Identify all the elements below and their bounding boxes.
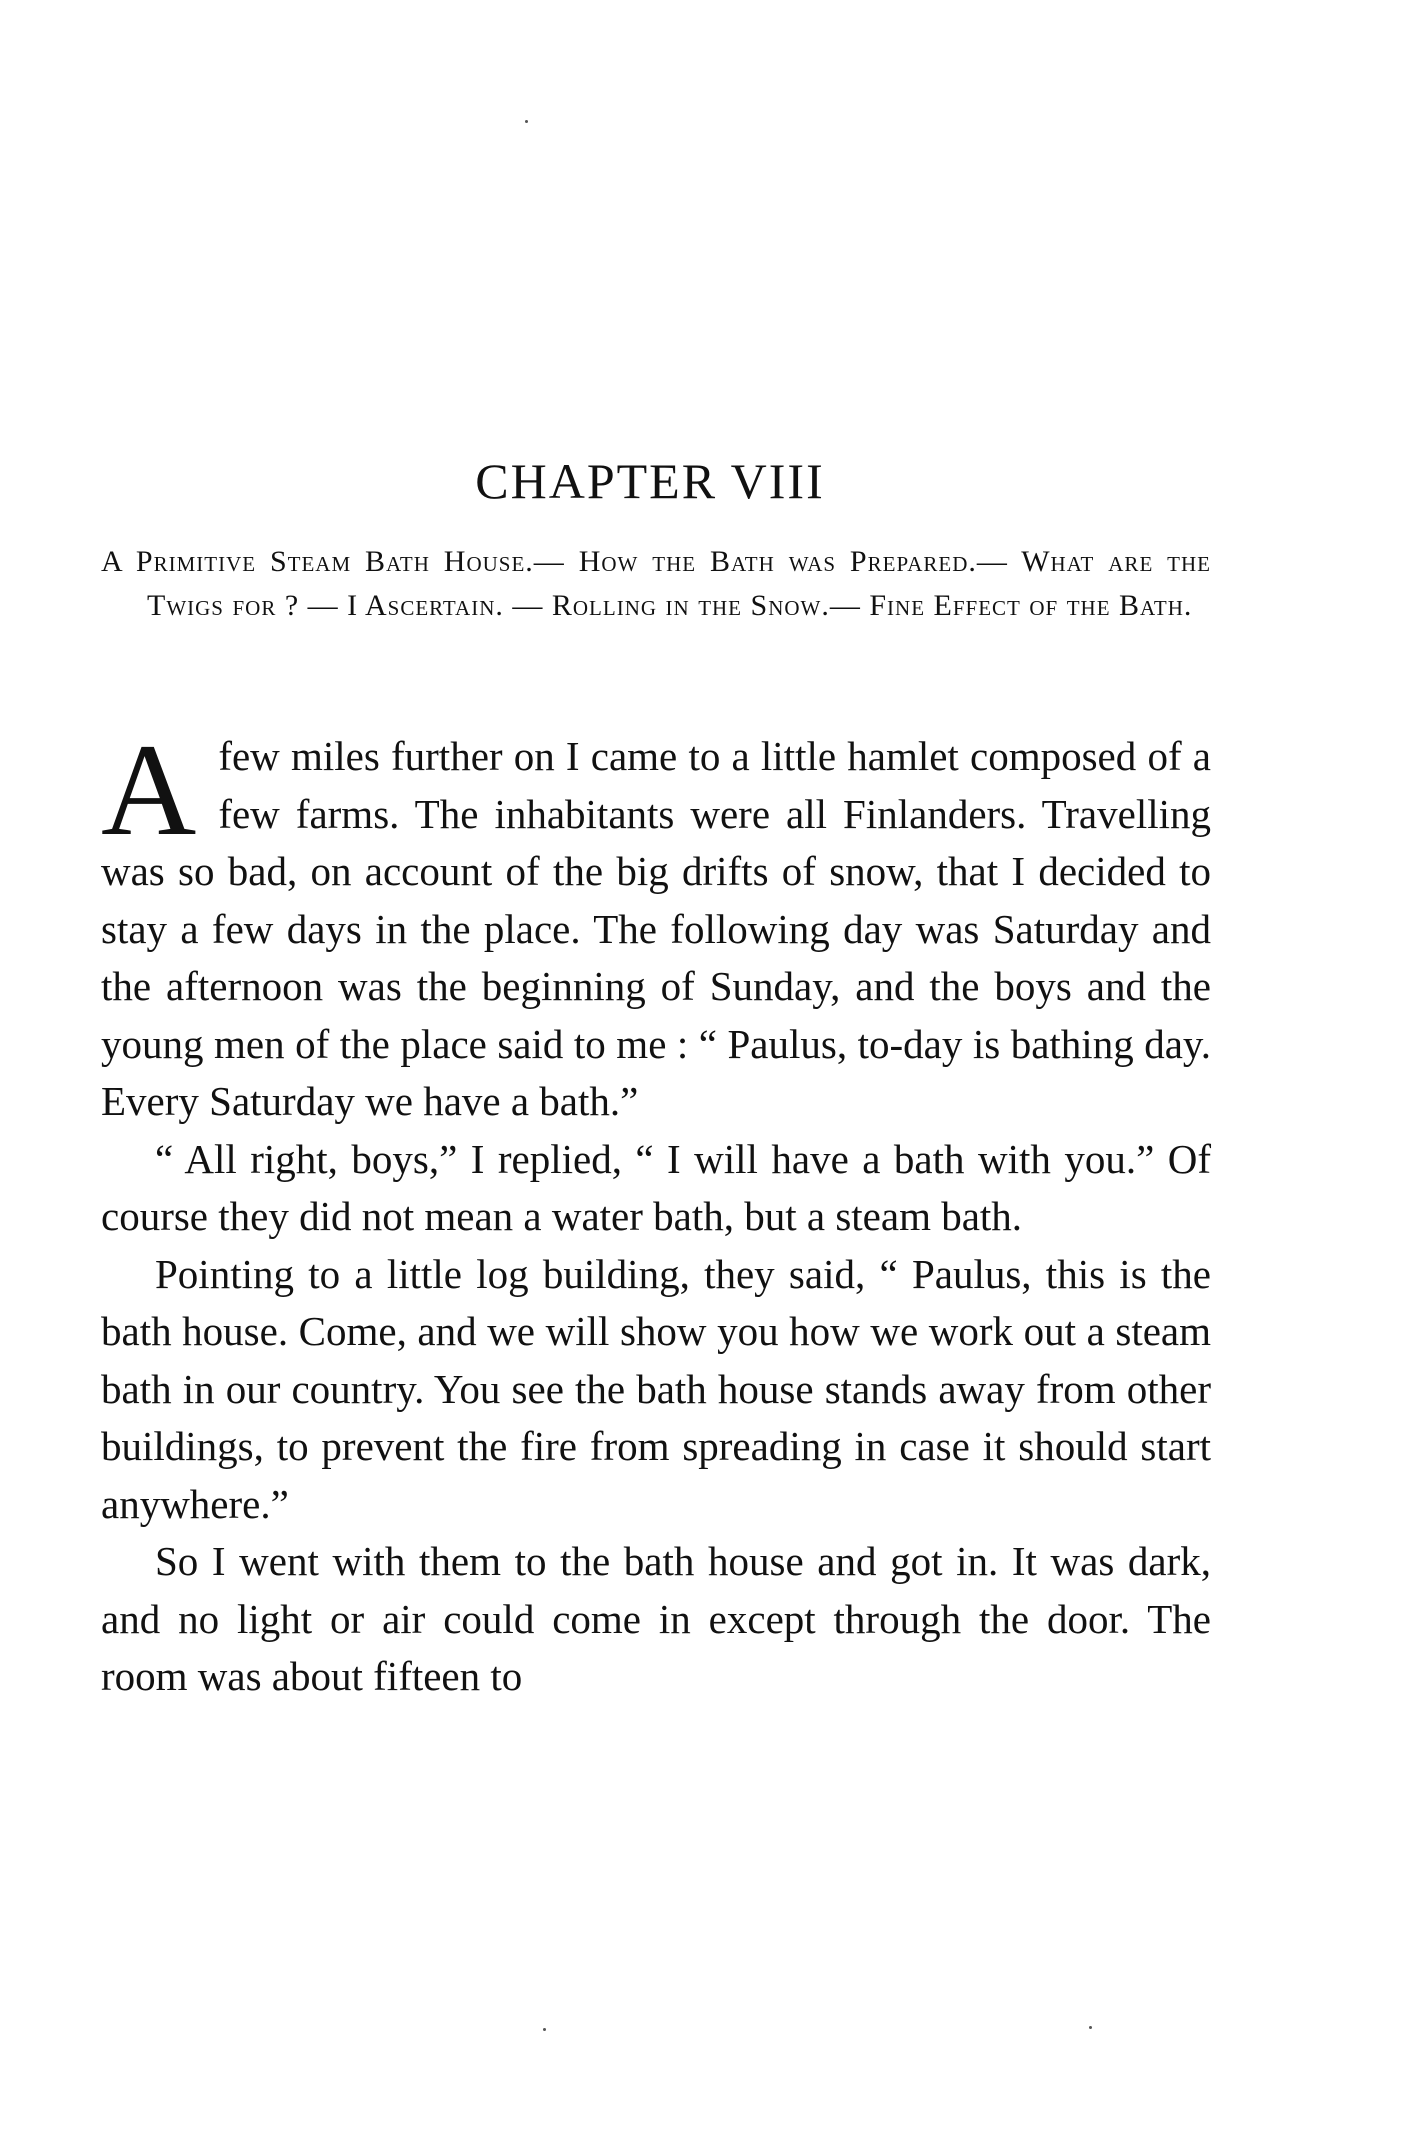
paper-speck	[543, 2028, 546, 2031]
drop-cap: A	[101, 716, 197, 863]
chapter-body	[101, 716, 1211, 1706]
paragraph-2: “ All right, boys,” I replied, “ I will have a bath with you.” Of course they did not mean a water bath, but a steam bath.	[101, 1135, 1211, 1239]
paragraph-3: Pointing to a little log building, they said, “ Paulus, this is the bath house. Come, and we will show you how we work out a steam bath in our country. You see the bath house stands away from other buildings, to prevent the fire from spreading in case it should start anywhere.”	[101, 1250, 1211, 1527]
paragraph-4: So I went with them to the bath house and got in. It was dark, and no light or air could come in except through the door. The room was about fifteen to	[101, 1538, 1211, 1699]
paper-speck	[525, 120, 528, 123]
chapter-title: CHAPTER VIII	[475, 453, 825, 509]
paragraph-1	[101, 716, 1211, 1131]
paper-speck	[1089, 2026, 1092, 2029]
chapter-synopsis: A Primitive Steam Bath House.— How the Bath was Prepared.— What are the Twigs for ? — I Ascertain. — Rolling in the Snow.— Fine Effect of the Bath.	[101, 545, 1211, 622]
paragraph-1-text: few miles further on I came to a little hamlet composed of a few farms. The inhabitants were all Finlanders. Travelling was so bad, on account of the big drifts of snow, that I decided to stay a few days in the place. The following day was Saturday and the afternoon was the beginning of Sunday, and the boys and the young men of the place said to me : “ Paulus, to-day is bathing day. Every Saturday we have a bath.”	[101, 733, 1211, 1124]
